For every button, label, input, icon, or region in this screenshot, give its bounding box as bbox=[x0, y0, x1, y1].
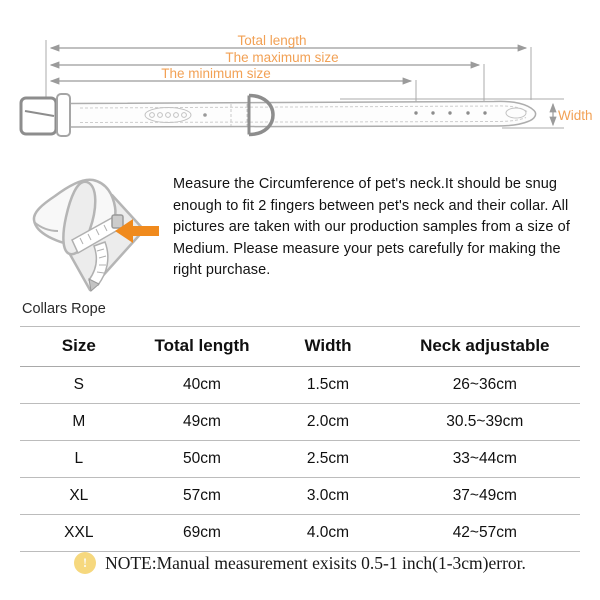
cell-size: XXL bbox=[20, 515, 138, 552]
cell-total-length: 57cm bbox=[138, 478, 267, 515]
dog-measure-illustration bbox=[20, 157, 165, 297]
cell-neck-adjustable: 33~44cm bbox=[390, 441, 580, 478]
cell-width: 4.0cm bbox=[266, 515, 389, 552]
collar-sketch bbox=[21, 94, 536, 136]
size-chart-table bbox=[20, 326, 580, 552]
cell-neck-adjustable: 30.5~39cm bbox=[390, 404, 580, 441]
size-chart-caption: Collars Rope bbox=[22, 301, 106, 317]
column-header-width: Width bbox=[266, 327, 389, 367]
table-row bbox=[20, 367, 580, 404]
cell-width: 2.5cm bbox=[266, 441, 389, 478]
cell-width: 2.0cm bbox=[266, 404, 389, 441]
column-header-neck-adjustable: Neck adjustable bbox=[390, 327, 580, 367]
cell-neck-adjustable: 37~49cm bbox=[390, 478, 580, 515]
cell-neck-adjustable: 26~36cm bbox=[390, 367, 580, 404]
collar-strap bbox=[68, 101, 536, 127]
cell-width: 1.5cm bbox=[266, 367, 389, 404]
total-length-label: Total length bbox=[237, 33, 307, 48]
column-header-total-length: Total length bbox=[138, 327, 267, 367]
measure-instructions-text: Measure the Circumference of pet's neck.It should be snug enough to fit 2 fingers between pet's neck and their collar. All pictures are taken with our production samples from a size of Medium. Please measure your pets carefully for making the right purchase. bbox=[173, 176, 570, 279]
cell-width: 3.0cm bbox=[266, 478, 389, 515]
column-header-size: Size bbox=[20, 327, 138, 367]
table-row bbox=[20, 478, 580, 515]
exclamation-icon: ! bbox=[74, 552, 96, 574]
collar-keeper bbox=[57, 94, 70, 136]
cell-size: L bbox=[20, 441, 138, 478]
minimum-size-label: The minimum size bbox=[161, 66, 271, 81]
measurement-note bbox=[0, 552, 600, 574]
table-header-row bbox=[20, 327, 580, 367]
table-row bbox=[20, 515, 580, 552]
cell-size: S bbox=[20, 367, 138, 404]
collar-measurement-diagram bbox=[0, 0, 600, 158]
measure-instructions-section bbox=[0, 157, 600, 302]
cell-total-length: 49cm bbox=[138, 404, 267, 441]
width-label: Width bbox=[558, 108, 593, 123]
table-row bbox=[20, 404, 580, 441]
table-row bbox=[20, 441, 580, 478]
cell-total-length: 40cm bbox=[138, 367, 267, 404]
cell-total-length: 50cm bbox=[138, 441, 267, 478]
cell-size: XL bbox=[20, 478, 138, 515]
cell-total-length: 69cm bbox=[138, 515, 267, 552]
maximum-size-label: The maximum size bbox=[225, 50, 339, 65]
cell-neck-adjustable: 42~57cm bbox=[390, 515, 580, 552]
note-text: NOTE:Manual measurement exisits 0.5-1 inch(1-3cm)error. bbox=[105, 552, 526, 573]
cell-size: M bbox=[20, 404, 138, 441]
